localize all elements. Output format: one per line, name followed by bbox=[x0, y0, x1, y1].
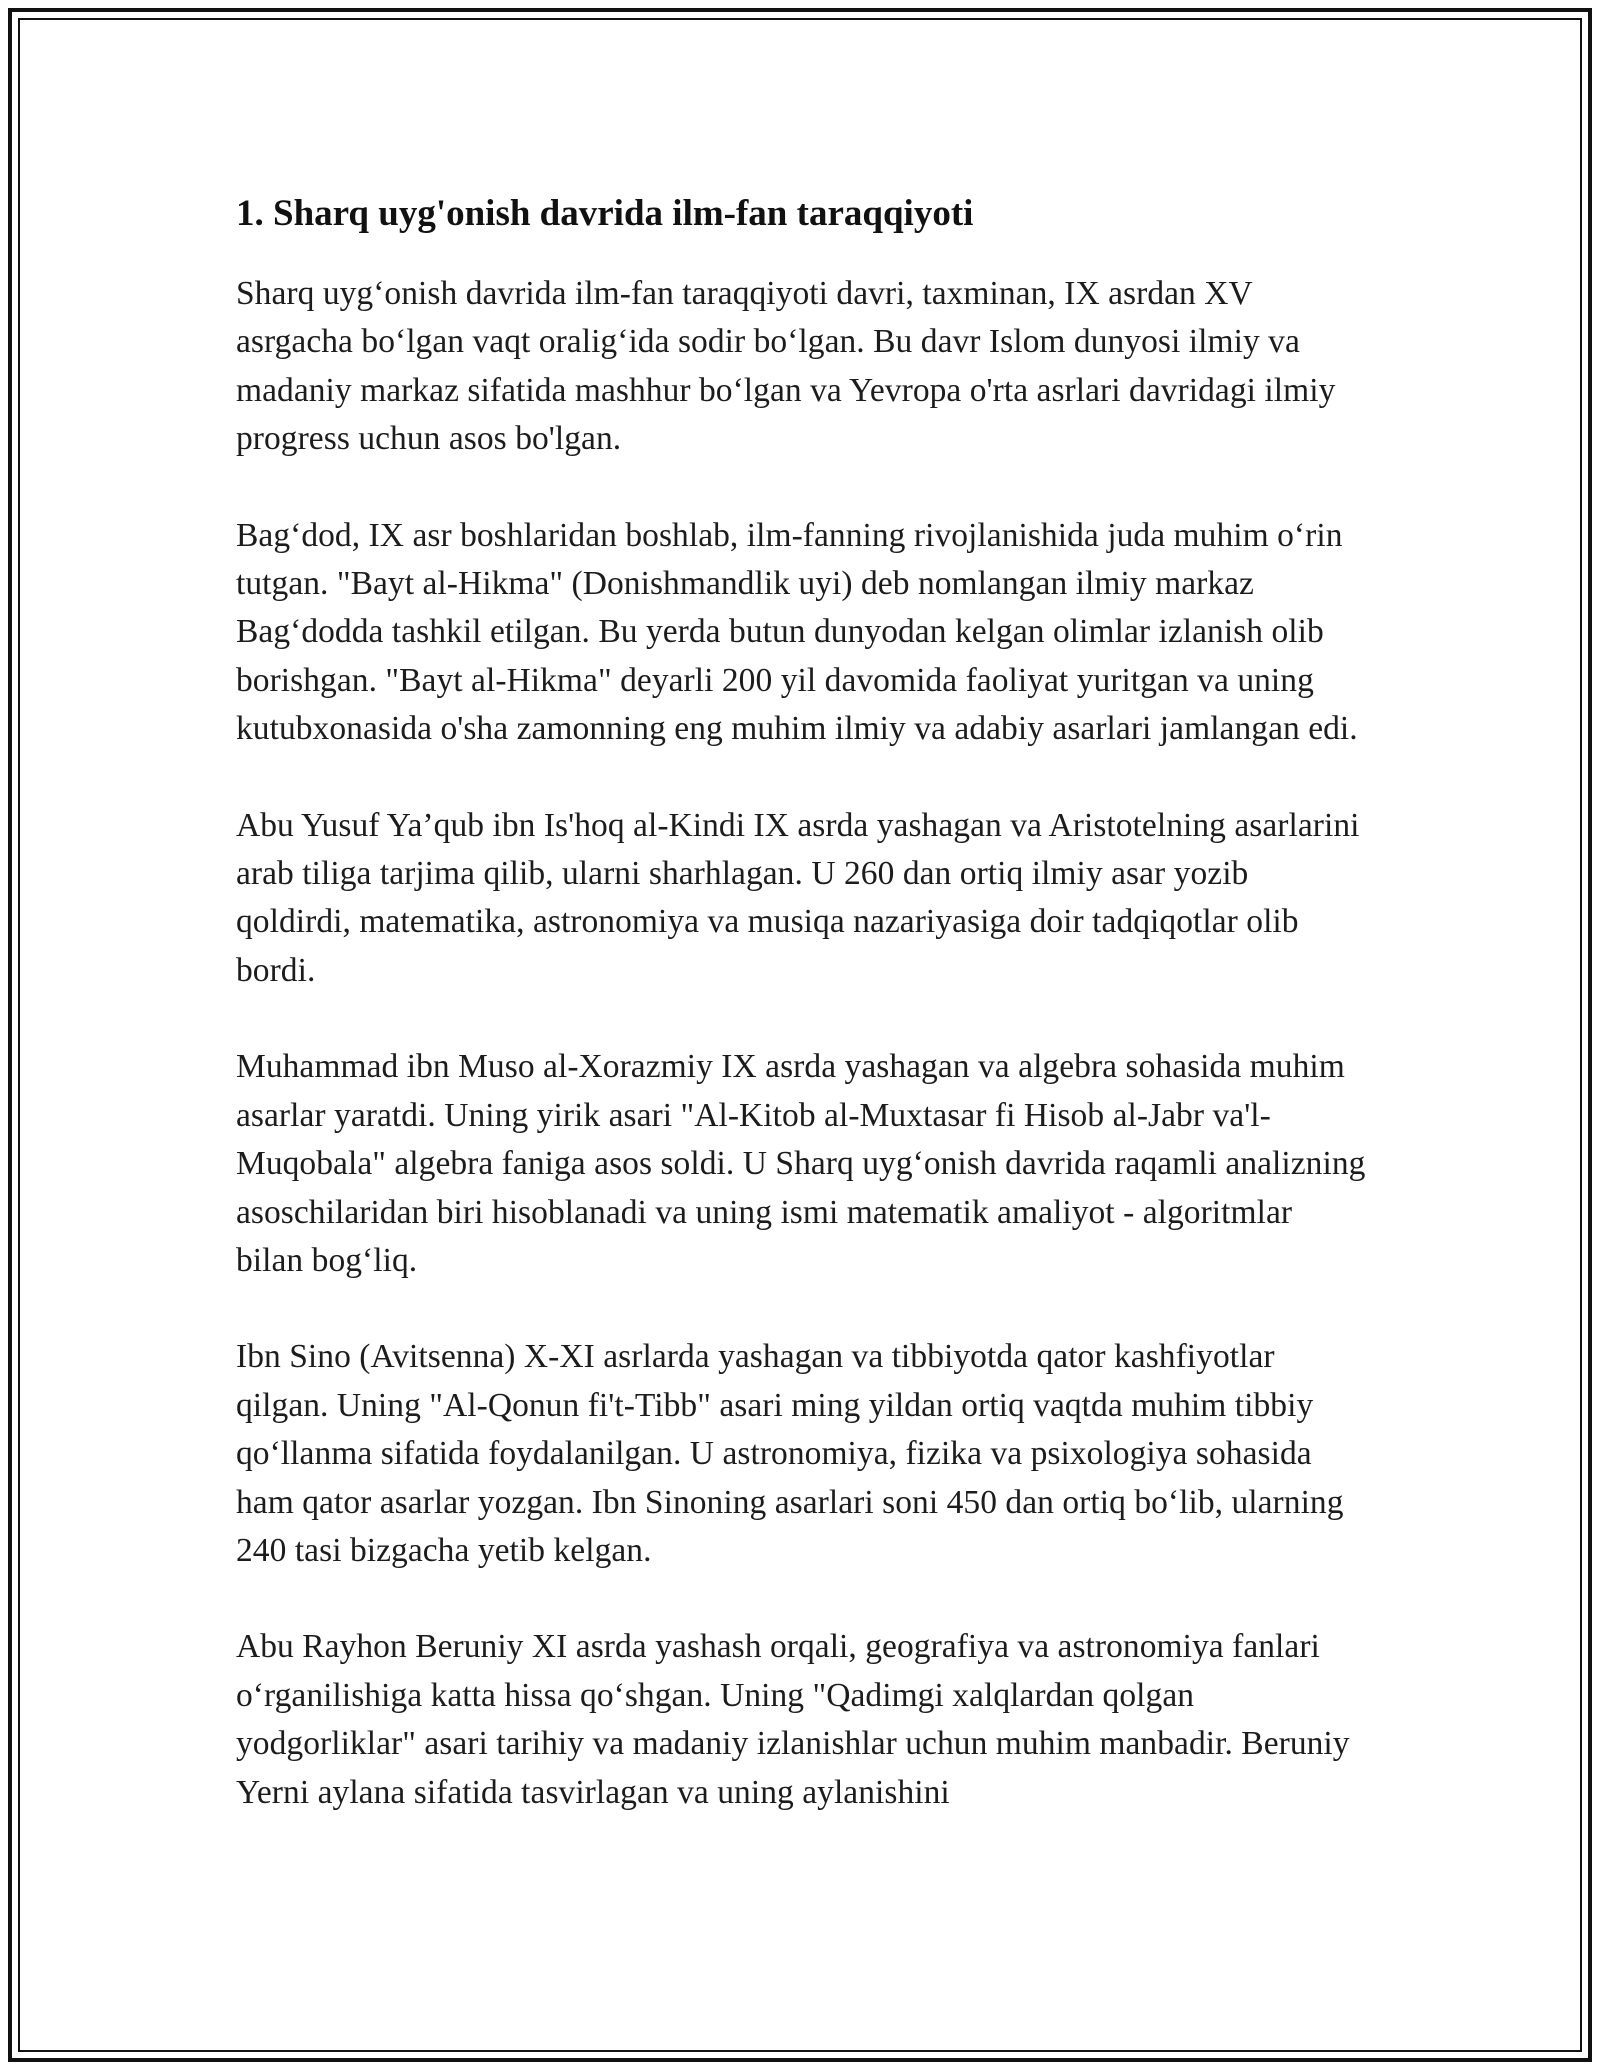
paragraph-intro: Sharq uyg‘onish davrida ilm-fan taraqqiyoti davri, taxminan, IX asrdan XV asrgacha bo‘lgan vaqt oralig‘ida sodir bo‘lgan. Bu davr Islom dunyosi ilmiy va madaniy markaz sifatida mashhur bo‘lgan va Yevropa o'rta asrlari davridagi ilmiy progress uchun asos bo'lgan. bbox=[236, 275, 1336, 458]
section-heading: 1. Sharq uyg'onish davrida ilm-fan taraqqiyoti bbox=[236, 193, 974, 234]
paragraph-beruniy: Abu Rayhon Beruniy XI asrda yashash orqali, geografiya va astronomiya fanlari o‘rganilishiga katta hissa qo‘shgan. Uning "Qadimgi xalqlardan qolgan yodgorliklar" asari tarihiy va madaniy izlanishlar uchun muhim manbadir. Beruniy Yerni aylana sifatida tasvirlagan va uning aylanishini bbox=[236, 1628, 1350, 1811]
paragraph-al-kindi: Abu Yusuf Ya’qub ibn Is'hoq al-Kindi IX asrda yashagan va Aristotelning asarlarini arab tiliga tarjima qilib, ularni sharhlagan. U 260 dan ortiq ilmiy asar yozib qoldirdi, matematika, astronomiya va musiqa nazariyasiga doir tadqiqotlar olib bordi. bbox=[236, 806, 1360, 989]
paragraph-baghdad: Bag‘dod, IX asr boshlaridan boshlab, ilm-fanning rivojlanishida juda muhim o‘rin tutgan. "Bayt al-Hikma" (Donishmandlik uyi) deb nomlangan ilmiy markaz Bag‘dodda tashkil etilgan. Bu yerda butun dunyodan kelgan olimlar izlanish olib borishgan. "Bayt al-Hikma" deyarli 200 yil davomida faoliyat yuritgan va uning kutubxonasida o'sha zamonning eng muhim ilmiy va adabiy asarlari jamlangan edi. bbox=[236, 516, 1358, 748]
document-body bbox=[236, 188, 1366, 1865]
paragraph-al-xorazmiy: Muhammad ibn Muso al-Xorazmiy IX asrda yashagan va algebra sohasida muhim asarlar yaratdi. Uning yirik asari "Al-Kitob al-Muxtasar fi Hisob al-Jabr va'l-Muqobala" algebra faniga asos soldi. U Sharq uyg‘onish davrida raqamli analizning asoschilaridan biri hisoblanadi va uning ismi matematik amaliyot - algoritmlar bilan bog‘liq. bbox=[236, 1048, 1366, 1279]
paragraph-ibn-sino: Ibn Sino (Avitsenna) X-XI asrlarda yashagan va tibbiyotda qator kashfiyotlar qilgan. Uning "Al-Qonun fi't-Tibb" asari ming yildan ortiq vaqtda muhim tibbiy qo‘llanma sifatida foydalanilgan. U astronomiya, fizika va psixologiya sohasida ham qator asarlar yozgan. Ibn Sinoning asarlari soni 450 dan ortiq bo‘lib, ularning 240 tasi bizgacha yetib kelgan. bbox=[236, 1338, 1344, 1569]
